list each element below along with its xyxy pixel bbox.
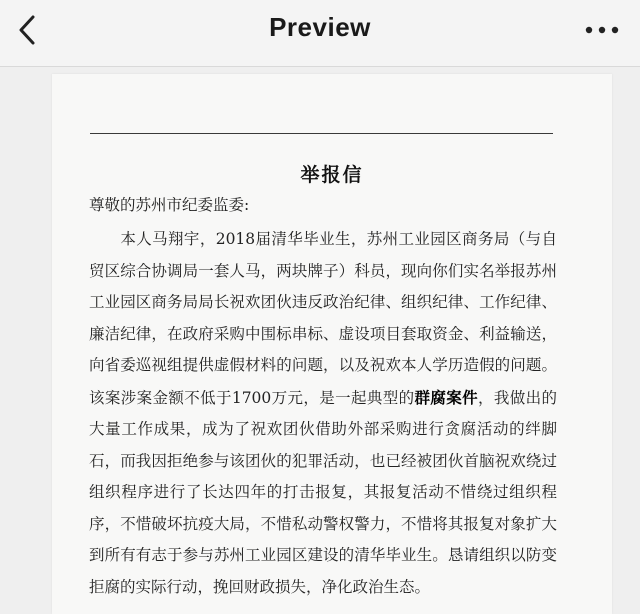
document-salutation: 尊敬的苏州市纪委监委:	[89, 196, 250, 214]
body-text-emphasis: 群腐案件	[414, 387, 478, 407]
document-preview	[52, 74, 612, 614]
top-navigation-bar	[0, 0, 640, 67]
more-options-button[interactable]	[582, 16, 622, 44]
document-body	[89, 224, 557, 603]
ellipsis-icon	[582, 16, 622, 44]
body-text-part1: 本人马翔宇，2018届清华毕业生，苏州工业园区商务局（与自贸区综合协调局一套人马，两块牌子）科员，现向你们实名举报苏州工业园区商务局局长祝欢团伙违反政治纪律、组织纪律、工作纪律、廉洁纪律，在政府采购中围标串标、虚设项目套取资金、利益输送，向省委巡视组提供虚假材料的问题，以及祝欢本人学历造假的问题。该案涉案金额不低于1700万元，是一起典型的	[89, 230, 557, 407]
header-divider	[90, 133, 553, 134]
body-text-part2: ，我做出的大量工作成果，成为了祝欢团伙借助外部采购进行贪腐活动的绊脚石，而我因拒绝参与该团伙的犯罪活动，也已经被团伙首脑祝欢绕过组织程序进行了长达四年的打击报复，其报复活动不惜绕过组织程序，不惜破坏抗疫大局，不惜私动警权警力，不惜将其报复对象扩大到所有有志于参与苏州工业园区建设的清华毕业生。恳请组织以防变拒腐的实际行动，挽回财政损失，净化政治生态。	[89, 388, 557, 596]
document-title: 举报信	[300, 164, 364, 186]
page-title: Preview	[269, 12, 371, 42]
